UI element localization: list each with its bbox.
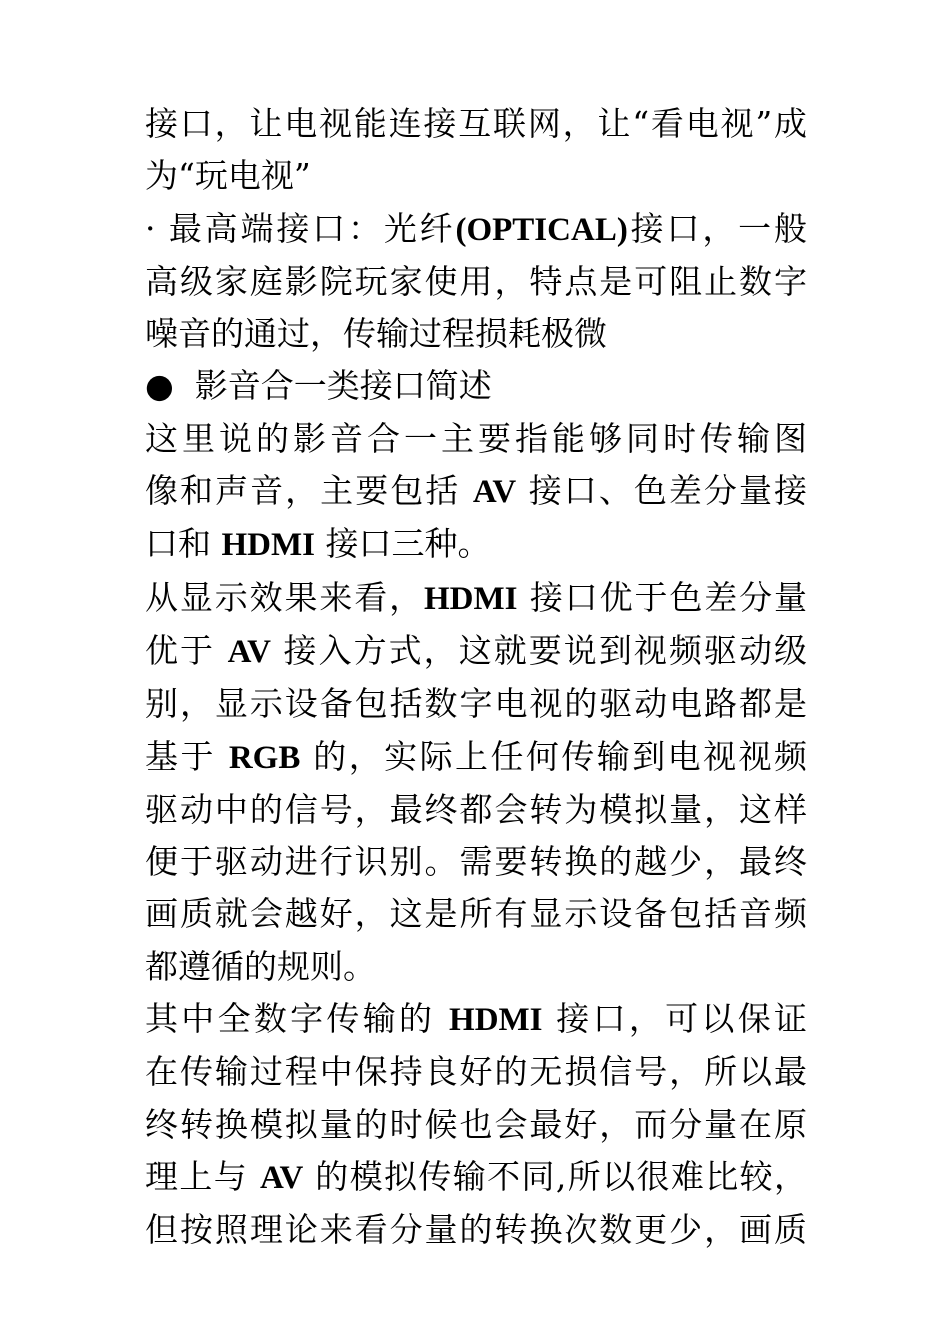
text-segment: 理上与 — [145, 1156, 260, 1196]
text-line — [145, 993, 807, 1046]
text-segment: 像和声音，主要包括 — [145, 471, 473, 511]
bold-term: AV — [259, 1159, 304, 1196]
text-line — [145, 572, 807, 625]
text-line — [145, 465, 807, 518]
text-segment: 接入方式，这就要说到视频驱动级 — [271, 630, 807, 670]
text-line — [145, 784, 807, 836]
text-segment: 这里说的影音合一主要指能够同时传输图 — [145, 418, 807, 458]
text-line — [145, 1204, 807, 1256]
text-line — [145, 413, 807, 465]
bold-term: HDMI — [449, 1002, 543, 1039]
text-segment: 终转换模拟量的时候也会最好，而分量在原 — [145, 1104, 807, 1144]
text-segment: 其中全数字传输的 — [145, 999, 450, 1039]
text-segment: 但按照理论来看分量的转换次数更少，画质 — [145, 1210, 807, 1250]
text-line — [145, 256, 807, 308]
text-segment: 基于 — [145, 736, 229, 776]
text-segment: 口和 — [145, 524, 222, 564]
text-segment: 优于 — [145, 630, 228, 670]
text-segment: 画质就会越好，这是所有显示设备包括音频 — [145, 894, 807, 934]
text-segment: 便于驱动进行识别。需要转换的越少，最终 — [145, 842, 807, 882]
text-segment: 都遵循的规则。 — [145, 946, 376, 986]
text-segment: 的，实际上任何传输到电视视频 — [300, 736, 807, 776]
text-line — [145, 625, 807, 678]
text-line — [145, 678, 807, 730]
text-segment: 高级家庭影院玩家使用，特点是可阻止数字 — [145, 261, 807, 301]
text-line — [145, 731, 807, 784]
text-segment: 接口三种。 — [315, 524, 491, 564]
text-segment: 接口，一般 — [627, 208, 807, 248]
text-segment: 接口、色差分量接 — [516, 471, 807, 511]
text-line — [145, 941, 807, 993]
text-line — [145, 888, 807, 940]
bold-term: HDMI — [221, 527, 315, 564]
text-segment: 别，显示设备包括数字电视的驱动电路都是 — [145, 684, 807, 724]
text-line — [145, 1099, 807, 1151]
bold-term: (OPTICAL) — [455, 211, 628, 248]
text-segment: 从显示效果来看， — [145, 577, 424, 617]
text-line — [145, 1046, 807, 1098]
text-segment: · 最高端接口：光纤 — [145, 208, 456, 248]
text-segment: 接口，让电视能连接互联网，让“看电视”成 — [145, 104, 807, 143]
bold-term: HDMI — [424, 580, 518, 617]
text-line — [145, 360, 807, 412]
text-line — [145, 518, 807, 571]
bold-term: AV — [227, 633, 272, 670]
bold-term: AV — [472, 474, 517, 511]
text-segment: 为“玩电视” — [145, 156, 311, 196]
text-line — [145, 1151, 807, 1204]
text-line — [145, 836, 807, 888]
text-line — [145, 98, 807, 150]
text-segment: 的模拟传输不同,所以很难比较， — [303, 1156, 807, 1196]
text-segment: 在传输过程中保持良好的无损信号，所以最 — [145, 1052, 807, 1092]
text-segment: ● 影音合一类接口简述 — [145, 366, 492, 406]
text-segment: 噪音的通过，传输过程损耗极微 — [145, 314, 607, 354]
text-segment: 驱动中的信号，最终都会转为模拟量，这样 — [145, 789, 807, 829]
text-segment: 接口，可以保证 — [542, 999, 807, 1039]
text-segment: 接口优于色差分量 — [517, 577, 807, 617]
bold-term: RGB — [228, 739, 301, 776]
text-line — [145, 203, 807, 256]
text-line — [145, 150, 807, 202]
text-line — [145, 308, 807, 360]
document-page — [145, 98, 807, 1257]
